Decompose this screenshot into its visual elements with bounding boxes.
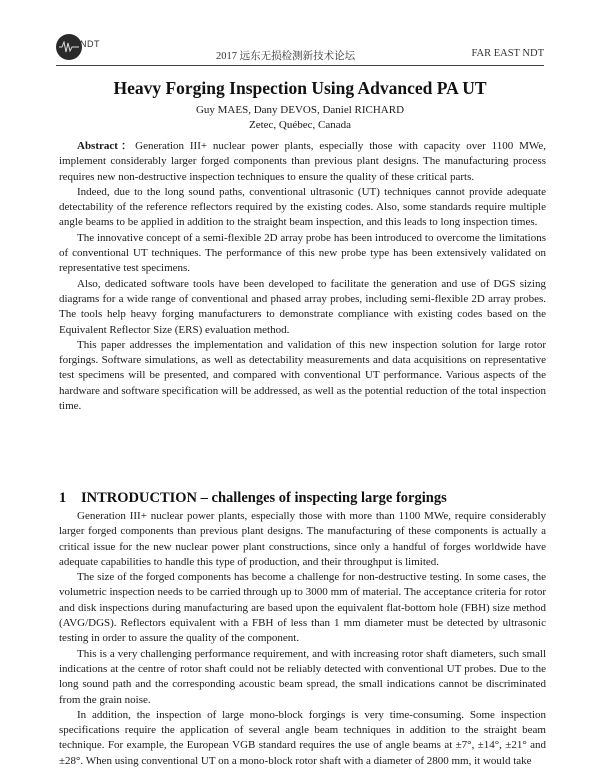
body-paragraph: This is a very challenging performance requirement, and with increasing rotor shaft diameters, such small indications at the centre of rotor shaft could not be reliably detected with conventional UT probes. Due to the long sound path and the corresponding acoustic beam spread, the small indications cannot be discriminated from the grain noise. bbox=[59, 647, 546, 706]
body-paragraph: The size of the forged components has become a challenge for non-destructive testing. In some cases, the volumetric inspection needs to be carried through up to 3000 mm of material. The acceptance criteria for rotor and disk inspections during manufacturing are based upon the equivalent flat-bottom hole (FBH) size method (AVG/DGS). Reflectors equivalent with a FBH of less than 1 mm diameter must be detected by ultrasonic testing in order to assure the quality of the component. bbox=[59, 571, 546, 645]
abstract-paragraph: Indeed, due to the long sound paths, conventional ultrasonic (UT) techniques cannot provide adequate detectability of the reference reflectors required by the existing codes. Also, some standards require multiple angle beams to be applied in addition to the straight beam inspection, and this leads to long inspection times. bbox=[59, 185, 546, 229]
abstract-paragraph: Abstract：Generation III+ nuclear power plants, especially those with capacity over 1100 MWe, implement considerably larger forged components than previous plant designs. The manufacturing process requires new non-destructive inspection techniques to ensure the quality of these critical parts. bbox=[59, 140, 546, 183]
paper-affiliation: Zetec, Québec, Canada bbox=[249, 119, 351, 131]
body-paragraph: In addition, the inspection of large mono-block forgings is very time-consuming. Some inspection specifications require the application of several angle beam techniques in addition to the straight beam technique. For example, the European VGB standard requires the use of angle beams at ±7°, ±14°, ±21° and ±28°. When using conventional UT on a mono-block rotor shaft with a diameter of 2800 mm, it would take bbox=[59, 708, 546, 767]
abstract bbox=[59, 139, 546, 414]
abstract-label: Abstract： bbox=[77, 140, 136, 152]
paper-authors: Guy MAES, Dany DEVOS, Daniel RICHARD bbox=[195, 104, 405, 116]
conference-name: 2017 远东无损检测新技术论坛 bbox=[216, 51, 356, 62]
section-body bbox=[59, 509, 546, 769]
section-title: INTRODUCTION – challenges of inspecting large forgings bbox=[81, 490, 447, 506]
section-number: 1 bbox=[59, 490, 67, 506]
header-right-label: FAR EAST NDT bbox=[471, 48, 544, 59]
logo-text: NDT bbox=[80, 39, 100, 49]
abstract-paragraph: The innovative concept of a semi-flexible 2D array probe has been introduced to overcome the limitations of conventional UT techniques. The performance of this new probe type has been extensively validated on representative test specimens. bbox=[59, 231, 546, 275]
abstract-paragraph: Also, dedicated software tools have been developed to facilitate the generation and use of DGS sizing diagrams for a wide range of conventional and phased array probes, including semi-flexible 2D array probes. The tools help heavy forging manufacturers to demonstrate compliance with existing codes based on the Equivalent Reflector Size (ERS) evaluation method. bbox=[59, 277, 546, 336]
body-paragraph: Generation III+ nuclear power plants, especially those with more than 1100 MWe, require considerably larger forged components than previous plant designs. The manufacturing of these components is actually a critical issue for the new nuclear power plant constructions, since only a handful of forges worldwide have adequate capabilities to handle this type of production, and their throughput is limited. bbox=[59, 510, 546, 568]
page-header bbox=[56, 34, 544, 62]
far-east-ndt-logo bbox=[56, 34, 102, 60]
section-heading bbox=[59, 490, 447, 507]
header-divider bbox=[56, 65, 544, 66]
abstract-paragraph: This paper addresses the implementation and validation of this new inspection solution for large rotor forgings. Software simulations, as well as detectability measurements and data acquisitions on representative test specimens will be presented, and compared with conventional UT performance. Various aspects of the hardware and software specification will be addressed, as well as the potential reduction of the total inspection time. bbox=[59, 338, 546, 413]
paper-title: Heavy Forging Inspection Using Advanced PA UT bbox=[113, 78, 487, 98]
waveform-icon bbox=[59, 41, 79, 53]
